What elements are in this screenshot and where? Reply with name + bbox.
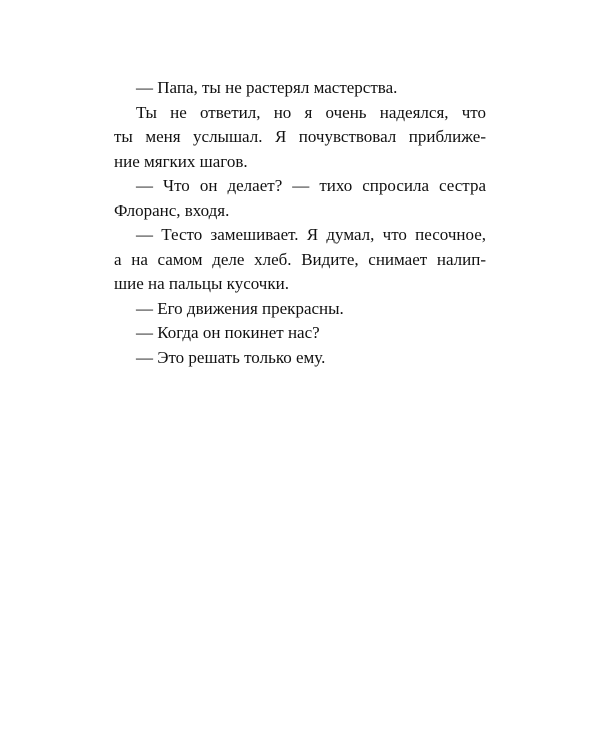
text-line-6: Флоранс, входя. [114,200,230,220]
text-line-5: — Что он делает? — тихо спросила сестра [136,176,486,195]
text-line-12: — Это решать только ему. [136,347,326,367]
text-line-9: шие на пальцы кусочки. [114,274,289,293]
text-line-1: — Папа, ты не растерял мастерства. [136,78,398,97]
text-line-8: а на самом деле хлеб. Видите, снимает налип- [114,249,486,269]
text-line-2: Ты не ответил, но я очень надеялся, что [136,102,486,122]
page-text [114,76,486,370]
text-line-7: — Тесто замешивает. Я думал, что песочное, [136,225,486,244]
text-line-10: — Его движения прекрасны. [136,298,344,318]
text-line-11: — Когда он покинет нас? [136,323,320,342]
text-line-4: ние мягких шагов. [114,151,248,171]
text-line-3: ты меня услышал. Я почувствовал приближе- [114,127,486,146]
